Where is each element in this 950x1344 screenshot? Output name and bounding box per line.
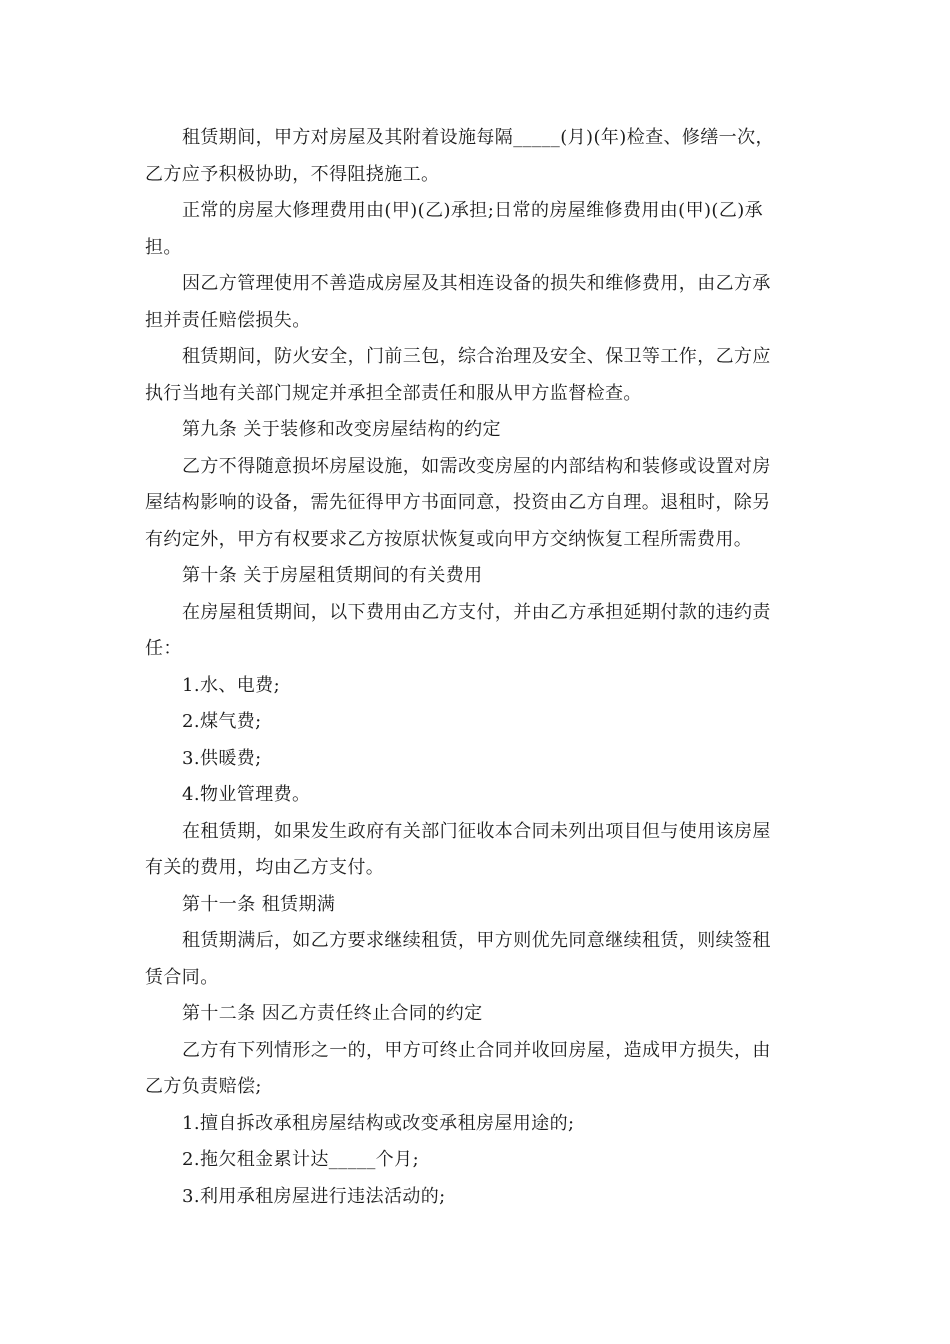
- list-item: 3.利用承租房屋进行违法活动的;: [182, 1185, 446, 1207]
- text-line: 任：: [145, 638, 182, 659]
- text-line: 屋结构影响的设备，需先征得甲方书面同意，投资由乙方自理。退租时，除另: [145, 492, 771, 513]
- text-line: 执行当地有关部门规定并承担全部责任和服从甲方监督检查。: [145, 382, 642, 404]
- text-line: 在房屋租赁期间，以下费用由乙方支付，并由乙方承担延期付款的违约责: [182, 601, 771, 623]
- list-item: 2.煤气费;: [182, 711, 262, 732]
- list-item: 4.物业管理费。: [182, 784, 311, 805]
- text-line: 赁合同。: [145, 966, 219, 988]
- text-line: 正常的房屋大修理费用由(甲)(乙)承担;日常的房屋维修费用由(甲)(乙)承: [182, 200, 764, 221]
- list-item: 2.拖欠租金累计达_____个月;: [182, 1149, 420, 1170]
- text-line: 在租赁期，如果发生政府有关部门征收本合同未列出项目但与使用该房屋: [182, 820, 771, 842]
- list-item: 1.水、电费;: [182, 674, 281, 696]
- text-line: 租赁期满后，如乙方要求继续租赁，甲方则优先同意继续租赁，则续签租: [182, 930, 771, 951]
- article-heading: 第十条 关于房屋租赁期间的有关费用: [182, 565, 483, 586]
- text-line: 乙方不得随意损坏房屋设施，如需改变房屋的内部结构和装修或设置对房: [182, 455, 771, 477]
- text-line: 担并责任赔偿损失。: [145, 309, 311, 331]
- text-line: 有约定外，甲方有权要求乙方按原状恢复或向甲方交纳恢复工程所需费用。: [145, 528, 753, 550]
- text-line: 乙方有下列情形之一的，甲方可终止合同并收回房屋，造成甲方损失，由: [182, 1039, 771, 1061]
- text-line: 乙方应予积极协助，不得阻挠施工。: [145, 163, 440, 185]
- text-line: 租赁期间，甲方对房屋及其附着设施每隔_____(月)(年)检查、修缮一次，: [182, 127, 774, 148]
- text-line: 因乙方管理使用不善造成房屋及其相连设备的损失和维修费用，由乙方承: [182, 273, 771, 294]
- list-item: 3.供暖费;: [182, 747, 262, 769]
- article-heading: 第十二条 因乙方责任终止合同的约定: [182, 1003, 483, 1024]
- text-line: 租赁期间，防火安全，门前三包，综合治理及安全、保卫等工作，乙方应: [182, 346, 771, 367]
- text-line: 有关的费用，均由乙方支付。: [145, 857, 385, 878]
- text-line: 乙方负责赔偿;: [145, 1076, 262, 1097]
- list-item: 1.擅自拆改承租房屋结构或改变承租房屋用途的;: [182, 1112, 575, 1134]
- article-heading: 第十一条 租赁期满: [182, 893, 336, 915]
- text-line: 担。: [145, 236, 182, 258]
- document-page: [145, 120, 811, 1215]
- article-heading: 第九条 关于装修和改变房屋结构的约定: [182, 419, 501, 440]
